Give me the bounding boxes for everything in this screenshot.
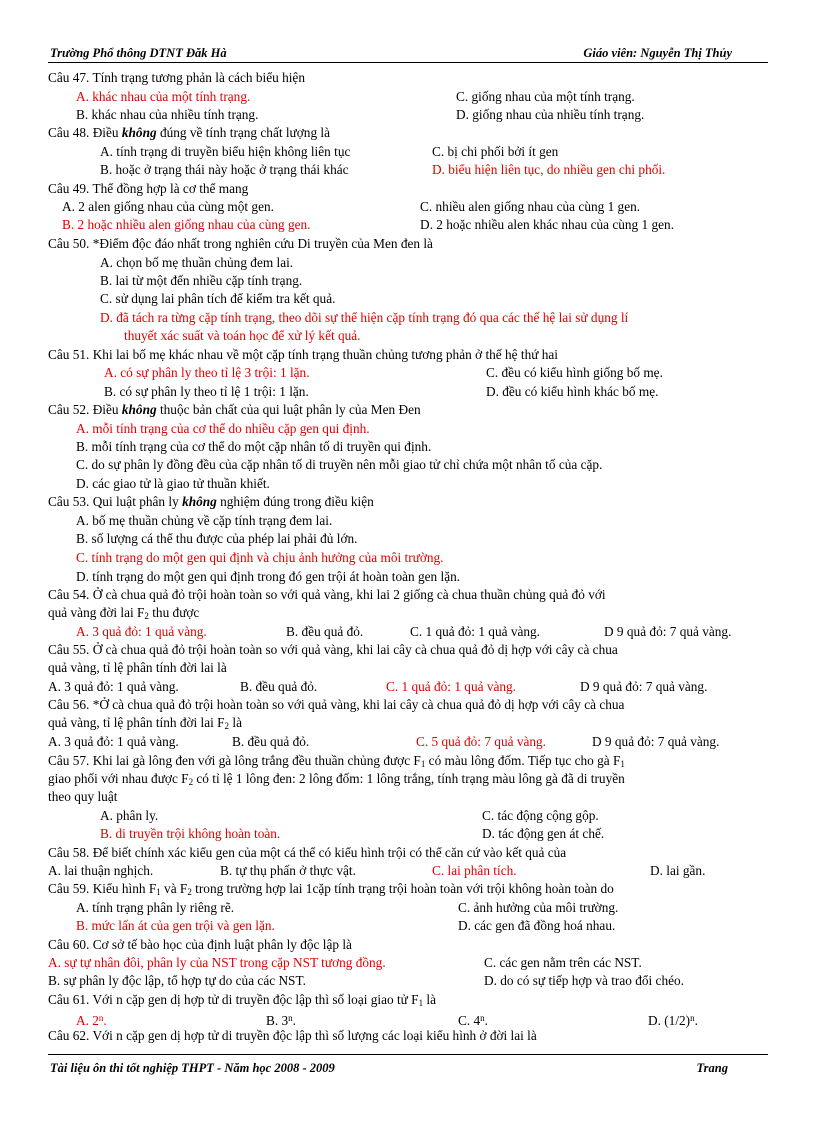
q54-option-a: A. 3 quả đỏ: 1 quả vàng. [76,624,207,639]
question-47: Câu 47. Tính trạng tương phản là cách biểu hiện [48,70,305,85]
q55-option-a: A. 3 quả đỏ: 1 quả vàng. [48,679,179,694]
question-58: Câu 58. Để biết chính xác kiểu gen của một cá thể có kiểu hình trội có thể căn cứ vào kết quả của [48,845,567,860]
q53-option-d: D. tính trạng do một gen qui định trong đó gen trội át hoàn toàn gen lặn. [76,569,461,584]
question-59: Câu 59. Kiểu hình F1 và F2 trong trường hợp lai 1cặp tính trạng trội hoàn toàn với trội không hoàn toàn do [48,881,614,897]
q59-option-a: A. tính trạng phân ly riêng rẽ. [76,900,235,915]
q60-option-d: D. do có sự tiếp hợp và trao đổi chéo. [484,973,684,988]
question-56: Câu 56. *Ở cà chua quả đỏ trội hoàn toàn so với quả vàng, khi lai cây cà chua quả đỏ dị hợp với cây cà chua [48,697,625,712]
question-50: Câu 50. *Điểm độc đáo nhất trong nghiên cứu Di truyền của Men đen là [48,236,433,251]
q53-option-b: B. số lượng cá thể thu được của phép lai phải đủ lớn. [76,531,358,546]
question-55: Câu 55. Ở cà chua quả đỏ trội hoàn toàn so với quả vàng, khi lai cây cà chua quả đỏ dị hợp với cây cà chua [48,642,618,657]
q56-option-b: B. đều quả đỏ. [232,734,310,749]
q51-option-c: C. đều có kiểu hình giống bố mẹ. [486,365,663,380]
question-53: Câu 53. Qui luật phân ly không nghiệm đúng trong điều kiện [48,494,374,509]
page-label: Trang [696,1061,728,1075]
q55-option-b: B. đều quả đỏ. [240,679,318,694]
question-56-cont: quả vàng, tỉ lệ phân tính đời lai F2 là [48,715,242,731]
q52-option-c: C. do sự phân ly đồng đều của cặp nhân tố di truyền nên mỗi giao tử chỉ chứa một nhân tố của cặp. [76,457,603,472]
q50-option-c: C. sử dụng lai phân tích để kiểm tra kết quả. [100,291,336,306]
q61-option-c: C. 4$^n$. [458,1013,488,1028]
q60-option-c: C. các gen nằm trên các NST. [484,955,642,970]
page-header [48,44,768,63]
q51-option-d: D. đều có kiểu hình khác bố mẹ. [486,384,659,399]
q48-option-c: C. bị chi phối bởi ít gen [432,144,559,159]
q58-option-a: A. lai thuận nghịch. [48,863,154,878]
q57-option-b: B. di truyền trội không hoàn toàn. [100,826,281,841]
question-62: Câu 62. Với n cặp gen dị hợp tử di truyền độc lập thì số lượng các loại kiểu hình ở đời lai là [48,1028,537,1043]
q57-option-d: D. tác động gen át chế. [482,826,605,841]
q47-option-d: D. giống nhau của nhiều tính trạng. [456,107,645,122]
question-57-cont: giao phối với nhau được F2 có tỉ lệ 1 lông đen: 2 lông đốm: 1 lông trắng, tính trạng màu lông gà đã di truyền [48,771,625,787]
q55-option-d: D 9 quả đỏ: 7 quả vàng. [580,679,708,694]
q55-option-c: C. 1 quả đỏ: 1 quả vàng. [386,679,516,694]
q54-option-c: C. 1 quả đỏ: 1 quả vàng. [410,624,540,639]
q59-option-b: B. mức lấn át của gen trội và gen lặn. [76,918,275,933]
q58-option-c: C. lai phân tích. [432,863,517,878]
q61-option-d: D. $(1/2)^n$. [648,1013,698,1028]
question-52: Câu 52. Điều không thuộc bản chất của qui luật phân ly của Men Đen [48,402,421,417]
q49-option-a: A. 2 alen giống nhau của cùng một gen. [62,199,274,214]
q50-option-d: D. đã tách ra từng cặp tính trạng, theo dõi sự thể hiện cặp tính trạng đó qua các thế hệ lai sử dụng lí [100,310,629,325]
q48-option-b: B. hoặc ở trạng thái này hoặc ở trạng thái khác [100,162,349,177]
q54-option-d: D 9 quả đỏ: 7 quả vàng. [604,624,732,639]
q61-option-a: A. 2$^n$. [76,1013,107,1028]
question-49: Câu 49. Thể đồng hợp là cơ thể mang [48,181,249,196]
q59-option-d: D. các gen đã đồng hoá nhau. [458,918,616,933]
emphasis-khong: không [182,494,217,509]
q51-option-b: B. có sự phân ly theo tỉ lệ 1 trội: 1 lặn. [104,384,309,399]
teacher-name: Giáo viên: Nguyễn Thị Thủy [583,46,732,60]
q48-option-a: A. tính trạng di truyền biểu hiện không liên tục [100,144,351,159]
page-footer [48,1054,768,1077]
q53-option-c: C. tính trạng do một gen qui định và chịu ảnh hưởng của môi trường. [76,550,444,565]
question-57: Câu 57. Khi lai gà lông đen với gà lông trắng đều thuần chủng được F1 có màu lông đốm. Tiếp tục cho gà F1 [48,753,625,769]
q47-option-b: B. khác nhau của nhiều tính trạng. [76,107,259,122]
q49-option-d: D. 2 hoặc nhiều alen khác nhau của cùng 1 gen. [420,217,675,232]
emphasis-khong: không [121,402,157,417]
q56-option-c: C. 5 quả đỏ: 7 quả vàng. [416,734,546,749]
q53-option-a: A. bố mẹ thuần chủng về cặp tính trạng đem lai. [76,513,333,528]
q47-option-a: A. khác nhau của một tính trạng. [76,89,251,104]
question-51: Câu 51. Khi lai bố mẹ khác nhau về một cặp tính trạng thuần chủng tương phản ở thế hệ thứ hai [48,347,559,362]
emphasis-khong: không [121,125,157,140]
q58-option-d: D. lai gần. [650,863,706,878]
q54-option-b: B. đều quả đỏ. [286,624,364,639]
q49-option-b: B. 2 hoặc nhiều alen giống nhau của cùng gen. [62,217,311,232]
question-61: Câu 61. Với n cặp gen dị hợp tử di truyền độc lập thì số loại giao tử F1 là [48,992,437,1008]
q52-option-a: A. mỗi tính trạng của cơ thể do nhiều cặp gen qui định. [76,421,370,436]
q51-option-a: A. có sự phân ly theo tỉ lệ 3 trội: 1 lặn. [104,365,310,380]
q50-option-d-cont: thuyết xác suất và toán học để xử lý kết quả. [124,328,361,343]
q60-option-b: B. sự phân ly độc lập, tổ hợp tự do của các NST. [48,973,306,988]
q50-option-a: A. chọn bố mẹ thuần chủng đem lai. [100,255,294,270]
q57-option-c: C. tác động cộng gộp. [482,808,599,823]
footer-title: Tài liệu ôn thi tốt nghiệp THPT - Năm học 2008 - 2009 [50,1061,335,1075]
q47-option-c: C. giống nhau của một tính trạng. [456,89,635,104]
question-54-cont: quả vàng đời lai F2 thu được [48,605,200,621]
q50-option-b: B. lai từ một đến nhiều cặp tính trạng. [100,273,303,288]
q60-option-a: A. sự tự nhân đôi, phân ly của NST trong cặp NST tương đồng. [48,955,386,970]
q52-option-b: B. mỗi tính trạng của cơ thể do một cặp nhân tố di truyền qui định. [76,439,432,454]
q49-option-c: C. nhiều alen giống nhau của cùng 1 gen. [420,199,641,214]
question-54: Câu 54. Ở cà chua quả đỏ trội hoàn toàn so với quả vàng, khi lai 2 giống cà chua thuần chủng quả đỏ với [48,587,606,602]
q56-option-a: A. 3 quả đỏ: 1 quả vàng. [48,734,179,749]
q56-option-d: D 9 quả đỏ: 7 quả vàng. [592,734,720,749]
q59-option-c: C. ảnh hưởng của môi trường. [458,900,619,915]
q57-option-a: A. phân ly. [100,808,159,823]
q48-option-d: D. biểu hiện liên tục, do nhiều gen chi phối. [432,162,666,177]
question-57-cont2: theo quy luật [48,789,118,804]
question-60: Câu 60. Cơ sở tế bào học của định luật phân ly độc lập là [48,937,352,952]
school-name: Trường Phổ thông DTNT Đăk Hà [50,46,227,60]
question-48: Câu 48. Điều không đúng về tính trạng chất lượng là [48,125,331,140]
q58-option-b: B. tự thụ phấn ở thực vật. [220,863,356,878]
q52-option-d: D. các giao tử là giao tử thuần khiết. [76,476,270,491]
question-55-cont: quả vàng, tỉ lệ phân tính đời lai là [48,660,227,675]
q61-option-b: B. 3$^n$. [266,1013,296,1028]
